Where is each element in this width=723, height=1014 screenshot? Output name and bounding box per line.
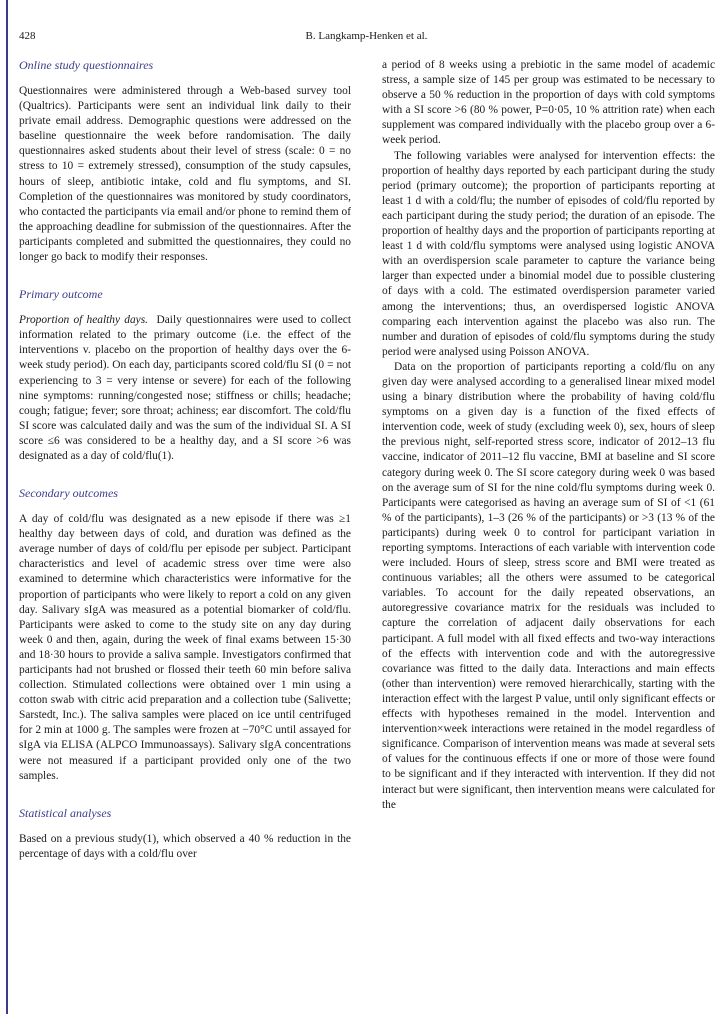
left-column xyxy=(19,58,351,862)
right-column xyxy=(382,58,715,813)
paragraph-variables-analysed: The following variables were analysed for intervention effects: the proportion of healthy days reported by each participant during the study period (primary outcome); the proportion of participants reporting at least 1 d with a cold/flu; the number of episodes of cold/flu reported by each participant during the study period; the duration of an episode. The proportion of healthy days and the proportion of participants reporting at least 1 d with cold/flu symptoms were analysed using logistic ANOVA with an overdispersion scale parameter to capture the variance being larger than expected under a binomial model due to possible clustering of days with a cold. The estimated overdispersion parameter varied among the interventions; thus, an overdispersed logistic ANOVA comparing each intervention against the placebo was also run. The number and duration of episodes of cold/flu symptoms during the study period were analysed using Poisson ANOVA. xyxy=(382,149,715,358)
running-head: B. Langkamp-Henken et al. xyxy=(305,30,428,42)
paragraph-sample-size: a period of 8 weeks using a prebiotic in the same model of academic stress, a sample size of 145 per group was estimated to be necessary to observe a 50 % reduction in the proportion of days with cold symptoms with a SI score >6 (80 % power, P=0·05, 10 % attrition rate) when each supplement was compared individually with the placebo group over a 6-week period. xyxy=(382,59,715,147)
paragraph-online-questionnaires: Questionnaires were administered through a Web-based survey tool (Qualtrics). Participants were sent an individual link daily to their private email address. Demographic questions were addressed on the baseline questionnaire the week before randomisation. The daily questionnaires asked students about their level of stress (scale: 0 = no stress to 10 = extremely stressed), consumption of the study capsules, hours of sleep, antibiotic intake, cold and flu symptoms, and SI. Completion of the questionnaires was monitored by study coordinators, who contacted the participants via email and/or phone to remind them of the approaching deadline for submission of the questionnaires. After the participants completed and submitted the questionnaires, they could no longer go back to modify their responses. xyxy=(19,85,351,264)
section-heading-statistical-analyses: Statistical analyses xyxy=(19,805,112,820)
paragraph-statistical-start: Based on a previous study(1), which observed a 40 % reduction in the percentage of days with a cold/flu over xyxy=(19,832,351,860)
paragraph-secondary-outcomes: A day of cold/flu was designated as a new episode if there was ≥1 healthy day between days of cold, and duration was defined as the average number of days of cold/flu per episode per subject. Participant characteristics and level of academic stress over time were also examined to determine which characteristics were informative for the proportion of participants who were likely to report a cold on any given day. Salivary sIgA was measured as a potential biomarker of cold/flu. Participants were asked to come to the study site on any day during week 0 and then, again, during the week of final exams between 15·30 and 18·30 hours to provide a saliva sample. Investigators confirmed that participants had not brushed or flossed their teeth 60 min before saliva collection. Stimulated collections were obtained over 1 min using a cotton swab with citric acid preparation and a collection tube (Salivette; Sarstedt, Inc.). The saliva samples were placed on ice until centrifuged for 2 min at 1000 g. The samples were frozen at −70°C until assayed for sIgA via ELISA (ALPCO Immunoassays). Salivary sIgA concentrations were not measured if a participant provided only one of the two samples. xyxy=(19,513,351,782)
page-number: 428 xyxy=(19,30,36,42)
runin-heading-healthy-days: Proportion of healthy days. xyxy=(19,314,149,327)
primary-outcome-text: Daily questionnaires were used to collect information related to the primary outcome (i.e. the effect of the interventions v. placebo on the proportion of healthy days over the 6-week study period). On each day, participants scored cold/flu SI (0 = not experiencing to 3 = very intense or severe) for each of the following nine symptoms: running/congested nose; stiffness or chills; headache; cough; fatigue; fever; sore throat; achiness; ear discomfort. The cold/flu SI score was calculated daily and was the sum of the individual SI. A SI score ≤6 was considered to be a healthy day, and a SI score >6 was designated as a day of cold/flu(1). xyxy=(19,314,351,462)
section-heading-secondary-outcomes: Secondary outcomes xyxy=(19,486,118,501)
section-heading-primary-outcome: Primary outcome xyxy=(19,287,103,302)
paragraph-primary-outcome xyxy=(19,313,351,464)
page-margin-rule xyxy=(6,0,8,1014)
paragraph-mixed-model: Data on the proportion of participants reporting a cold/flu on any given day were analysed according to a generalised linear mixed model using a binary distribution where the probability of having cold/flu symptoms on a given day is a function of the fixed effects of intervention code, week of study (excluding week 0), sex, hours of sleep the previous night, self-reported stress score, indicator of 2012–13 flu vaccine, indicator of 2011–12 flu vaccine, BMI at baseline and SI score category during week 0. The SI score category during week 0 was based on the average sum of SI for the nine cold/flu symptoms during week 0. Participants were categorised as having an average sum of SI of <1 (61 % of the participants), 1–3 (26 % of the participants) or >3 (13 % of the participants) during week 0 to control for participant variation in reporting symptoms. Interactions of each variable with intervention code were included. Hours of sleep, stress score and BMI were treated as continuous variables; all the others were assumed to be categorical variables. To account for the daily repeated observations, an autoregressive covariance matrix for the residuals was included to capture the correlation of adjacent daily observations for each participant. A full model with all fixed effects and two-way interactions of the effects with intervention code and with the autoregressive covariance was fitted to the daily data. Interactions and main effects (other than intervention) were removed hierarchically, starting with the interaction effect with the largest P value, until only significant effects or effects with hypotheses remained in the model. Intervention and intervention×week interactions were retained in the model regardless of significance. Comparison of intervention means was made at several sets of values for the continuous effects if one or more of those were found to be significant and if they interacted with intervention. If they did not interact but were significant, then intervention means were calculated for the xyxy=(382,360,715,811)
page-header xyxy=(19,30,714,46)
section-heading-online-questionnaires: Online study questionnaires xyxy=(19,58,154,72)
